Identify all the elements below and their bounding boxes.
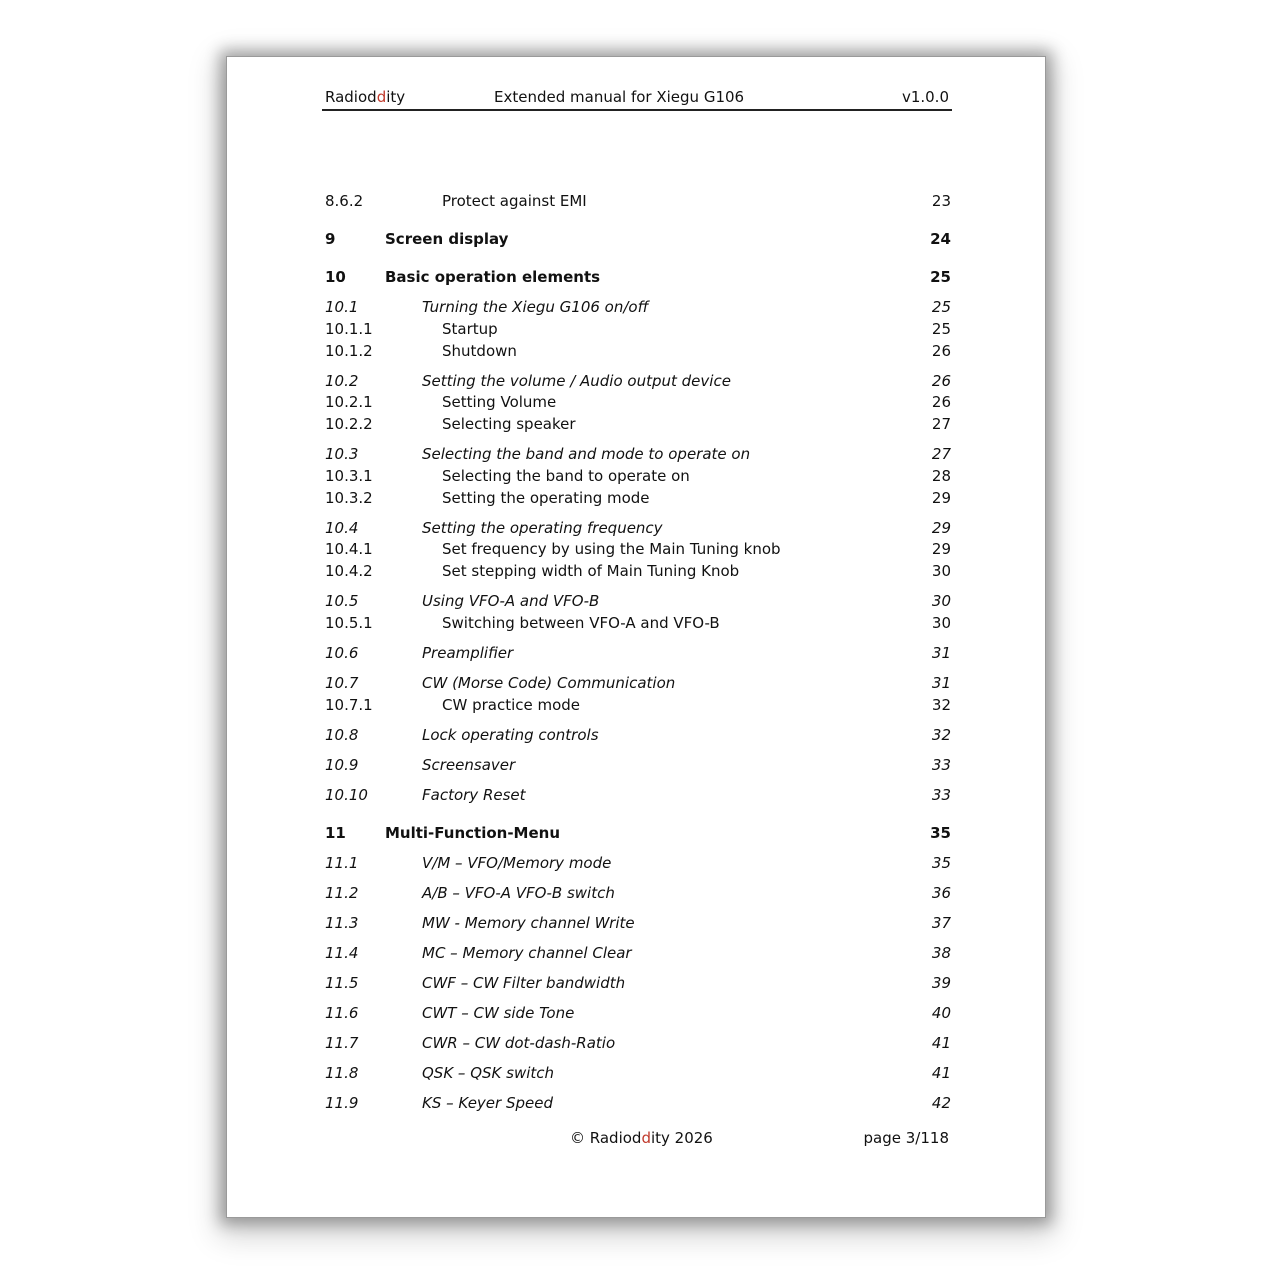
toc-entry-page: 30: [931, 592, 951, 611]
toc-entry-number: 11.9: [325, 1093, 359, 1112]
header-version: v1.0.0: [901, 88, 949, 106]
toc-entry-number: 10: [325, 267, 346, 286]
toc-entry-page: 25: [931, 297, 951, 316]
toc-entry: [325, 973, 951, 995]
toc-entry-title: Setting Volume: [442, 393, 557, 412]
toc-entry: [325, 518, 951, 540]
toc-entry-number: 11: [325, 823, 346, 842]
toc-entry-page: 29: [931, 540, 951, 559]
toc-entry-title: Preamplifier: [422, 644, 514, 663]
toc-entry-page: 33: [931, 785, 951, 804]
toc-entry: [325, 913, 951, 935]
toc-entry: [325, 466, 951, 488]
toc-entry-page: 41: [931, 1033, 951, 1052]
toc-entry: [325, 414, 951, 436]
toc-entry-page: 26: [931, 371, 951, 390]
toc-entry-title: Selecting the band and mode to operate on: [422, 445, 751, 464]
toc-entry-title: Switching between VFO-A and VFO-B: [442, 614, 720, 633]
toc-entry-page: 40: [931, 1003, 951, 1022]
toc-entry: [325, 392, 951, 414]
toc-entry-number: 11.2: [325, 883, 359, 902]
toc-entry-title: Screensaver: [422, 755, 516, 774]
toc-entry-page: 27: [931, 415, 951, 434]
toc-entry-title: CWT – CW side Tone: [422, 1003, 575, 1022]
toc-entry-page: 25: [931, 319, 951, 338]
toc-entry-page: 29: [931, 488, 951, 507]
table-of-contents: [325, 191, 951, 1114]
toc-entry: [325, 643, 951, 665]
toc-entry-page: 24: [930, 229, 951, 248]
toc-entry-number: 10.2.2: [325, 415, 373, 434]
toc-entry-page: 42: [931, 1093, 951, 1112]
toc-entry-number: 10.1.1: [325, 319, 373, 338]
toc-entry: [325, 267, 951, 289]
toc-entry-title: CWR – CW dot-dash-Ratio: [422, 1033, 616, 1052]
toc-entry: [325, 613, 951, 635]
toc-entry-title: Set frequency by using the Main Tuning knob: [442, 540, 781, 559]
toc-entry-title: Turning the Xiegu G106 on/off: [422, 297, 649, 316]
toc-entry-page: 26: [931, 341, 951, 360]
toc-entry-number: 10.7.1: [325, 695, 373, 714]
toc-entry-title: Setting the operating frequency: [422, 518, 663, 537]
toc-entry-number: 8.6.2: [325, 192, 364, 210]
footer-copyright: © Radioddity 2026: [570, 1129, 713, 1147]
toc-entry-number: 10.8: [325, 725, 359, 744]
toc-entry-page: 38: [931, 943, 951, 962]
toc-entry-title: Setting the volume / Audio output device: [422, 371, 731, 390]
toc-entry-number: 11.3: [325, 913, 359, 932]
toc-entry-number: 10.2: [325, 371, 359, 390]
toc-entry: [325, 319, 951, 341]
toc-entry-page: 36: [931, 883, 951, 902]
toc-entry-title: Protect against EMI: [442, 192, 587, 210]
toc-entry-number: 10.3.1: [325, 466, 373, 485]
toc-entry: [325, 229, 951, 251]
toc-entry-page: 23: [931, 192, 951, 210]
toc-entry-page: 35: [930, 823, 951, 842]
toc-entry: [325, 341, 951, 363]
document-page: [226, 56, 1046, 1218]
toc-entry: [325, 561, 951, 583]
toc-entry: [325, 853, 951, 875]
toc-entry-title: A/B – VFO-A VFO-B switch: [422, 883, 615, 902]
footer-page-number: page 3/118: [863, 1129, 949, 1147]
toc-entry-title: CW (Morse Code) Communication: [422, 674, 676, 693]
toc-entry-number: 11.6: [325, 1003, 359, 1022]
toc-entry-page: 31: [931, 644, 951, 663]
toc-entry-page: 39: [931, 973, 951, 992]
toc-entry-page: 30: [931, 562, 951, 581]
toc-entry-title: Selecting the band to operate on: [442, 466, 690, 485]
toc-entry-title: Multi-Function-Menu: [385, 823, 561, 842]
toc-entry-number: 10.5.1: [325, 614, 373, 633]
toc-entry-page: 31: [931, 674, 951, 693]
toc-entry: [325, 695, 951, 717]
toc-entry-page: 33: [931, 755, 951, 774]
toc-entry-page: 41: [931, 1063, 951, 1082]
toc-entry: [325, 1063, 951, 1085]
toc-entry-number: 10.3.2: [325, 488, 373, 507]
toc-entry-number: 11.1: [325, 853, 359, 872]
toc-entry-title: Setting the operating mode: [442, 488, 650, 507]
toc-entry-title: CWF – CW Filter bandwidth: [422, 973, 626, 992]
page-header: [322, 87, 952, 111]
header-brand: Radioddity: [325, 88, 406, 106]
toc-entry-number: 10.4: [325, 518, 359, 537]
toc-entry-number: 10.4.1: [325, 540, 373, 559]
toc-entry-number: 10.10: [325, 785, 368, 804]
toc-entry: [325, 943, 951, 965]
toc-entry-page: 30: [931, 614, 951, 633]
toc-entry-title: Startup: [442, 319, 498, 338]
toc-entry: [325, 297, 951, 319]
toc-entry: [325, 883, 951, 905]
toc-entry-number: 10.1: [325, 297, 359, 316]
toc-entry-number: 9: [325, 229, 336, 248]
toc-entry-page: 28: [931, 466, 951, 485]
toc-entry: [325, 823, 951, 845]
toc-entry: [325, 1003, 951, 1025]
toc-entry-page: 26: [931, 393, 951, 412]
toc-entry-title: KS – Keyer Speed: [422, 1093, 553, 1112]
toc-entry: [325, 371, 951, 393]
toc-entry-number: 10.4.2: [325, 562, 373, 581]
toc-entry-title: Lock operating controls: [422, 725, 599, 744]
toc-entry-title: V/M – VFO/Memory mode: [422, 853, 612, 872]
toc-entry: [325, 725, 951, 747]
toc-entry: [325, 673, 951, 695]
toc-entry: [325, 755, 951, 777]
toc-entry-page: 29: [931, 518, 951, 537]
toc-entry-number: 10.9: [325, 755, 359, 774]
toc-entry-title: Selecting speaker: [442, 415, 576, 434]
toc-entry-title: QSK – QSK switch: [422, 1063, 555, 1082]
toc-entry-title: CW practice mode: [442, 695, 581, 714]
toc-entry: [325, 191, 951, 213]
toc-entry-page: 25: [930, 267, 951, 286]
toc-entry-number: 10.5: [325, 592, 359, 611]
toc-entry-number: 11.8: [325, 1063, 359, 1082]
toc-entry-page: 32: [931, 725, 951, 744]
toc-entry-page: 37: [931, 913, 951, 932]
toc-entry-number: 10.6: [325, 644, 359, 663]
toc-entry-number: 10.7: [325, 674, 359, 693]
toc-entry: [325, 1033, 951, 1055]
toc-entry-title: Screen display: [385, 229, 509, 248]
toc-entry: [325, 488, 951, 510]
toc-entry: [325, 1093, 951, 1115]
toc-entry-title: Factory Reset: [422, 785, 526, 804]
toc-entry-title: Set stepping width of Main Tuning Knob: [442, 562, 740, 581]
toc-entry-number: 11.4: [325, 943, 359, 962]
toc-entry-title: Using VFO-A and VFO-B: [422, 592, 600, 611]
page-footer: [322, 1128, 952, 1150]
toc-entry-page: 32: [931, 695, 951, 714]
toc-entry-page: 35: [931, 853, 951, 872]
toc-entry: [325, 591, 951, 613]
header-title: Extended manual for Xiegu G106: [494, 88, 745, 106]
toc-entry-title: MW - Memory channel Write: [422, 913, 635, 932]
toc-entry-number: 10.3: [325, 445, 359, 464]
toc-entry-number: 11.7: [325, 1033, 359, 1052]
toc-entry-number: 11.5: [325, 973, 359, 992]
toc-entry: [325, 539, 951, 561]
toc-entry-page: 27: [931, 445, 951, 464]
toc-entry-title: Basic operation elements: [385, 267, 601, 286]
toc-entry: [325, 444, 951, 466]
toc-entry-number: 10.1.2: [325, 341, 373, 360]
toc-entry-title: MC – Memory channel Clear: [422, 943, 632, 962]
toc-entry: [325, 785, 951, 807]
toc-entry-number: 10.2.1: [325, 393, 373, 412]
toc-entry-title: Shutdown: [442, 341, 517, 360]
